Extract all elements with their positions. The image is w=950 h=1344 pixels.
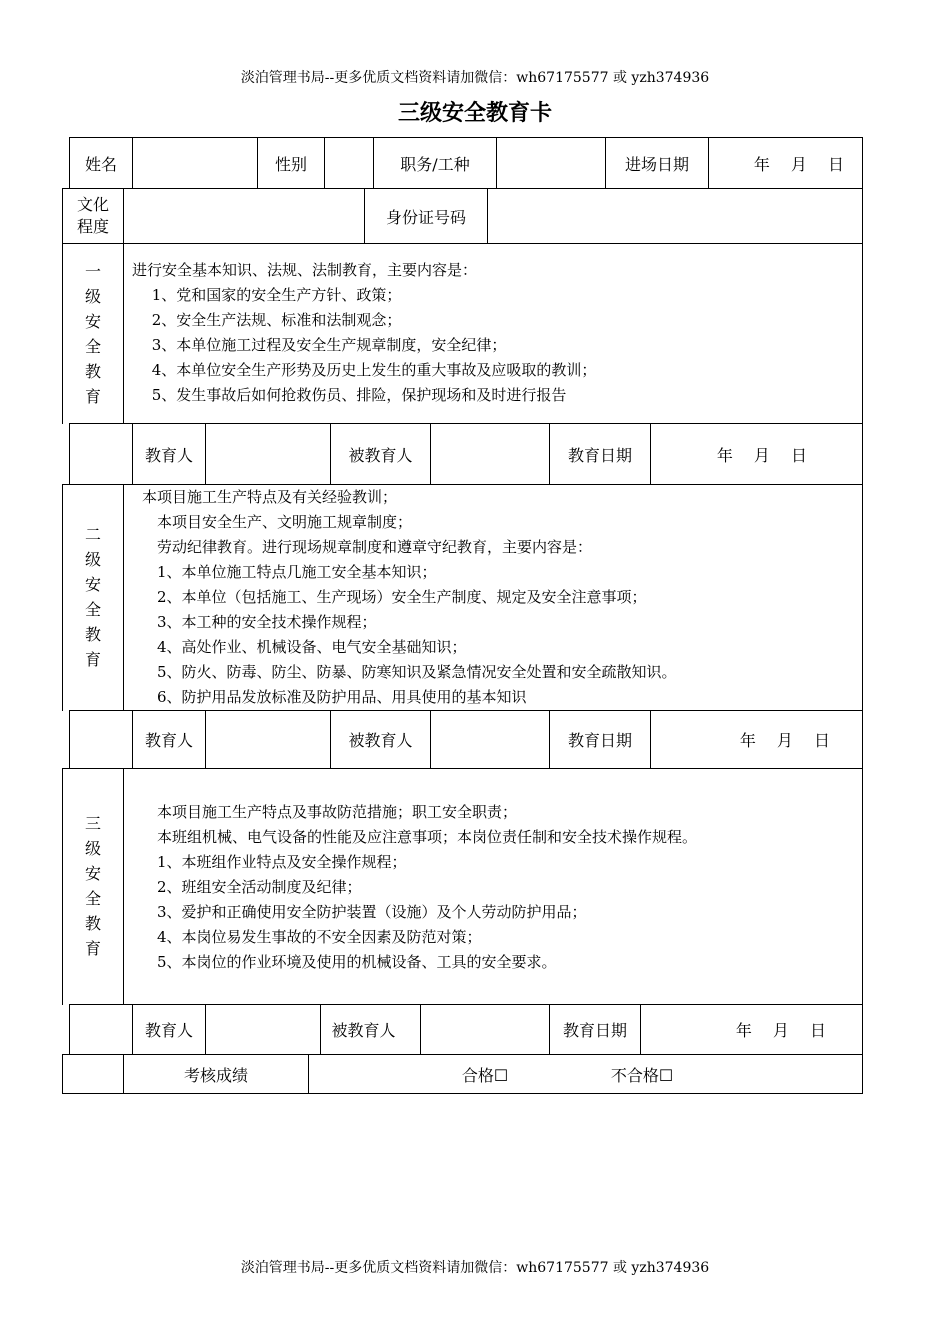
- page-title: 三级安全教育卡: [397, 101, 552, 126]
- educatee-label-1: 被教育人: [348, 445, 413, 465]
- level3-label: 三 级 安 全 教 育: [84, 814, 101, 958]
- education-date-label-3: 教育日期: [562, 1021, 627, 1040]
- education-date-field-2[interactable]: 年 月 日: [739, 731, 830, 750]
- education-date-field-3[interactable]: 年 月 日: [735, 1021, 826, 1040]
- id-number-field[interactable]: [488, 189, 862, 243]
- level2-label: 二 级 安 全 教 育: [84, 525, 101, 669]
- educatee-field-1[interactable]: [431, 424, 549, 484]
- name-field[interactable]: [133, 138, 257, 188]
- pass-checkbox[interactable]: 合格☐: [461, 1065, 509, 1085]
- educator-field-3[interactable]: [206, 1005, 320, 1054]
- job-label: 职务/工种: [400, 154, 470, 174]
- level3-content: 本项目施工生产特点及事故防范措施；职工安全职责； 本班组机械、电气设备的性能及应注意事项；本岗位责任制和安全技术操作规程。 1、本班组作业特点及安全操作规程； 2、班组安全活动制度及纪律； 3、爱护和正确使用安全防护装置（设施）及个人劳动防护用品； 4、本岗位易发生事故的不安全因素及防范对策； 5、本岗位的作业环境及使用的机械设备、工具的安全要求。: [142, 803, 698, 971]
- level1-label: 一 级 安 全 教 育: [84, 262, 101, 406]
- educator-field-1[interactable]: [206, 424, 330, 484]
- entry-date-label: 进场日期: [624, 154, 689, 174]
- name-label: 姓名: [84, 154, 117, 174]
- level1-content: 进行安全基本知识、法规、法制教育，主要内容是： 1、党和国家的安全生产方针、政策； 2、安全生产法规、标准和法制观念； 3、本单位施工过程及安全生产规章制度，安全纪律； 4、本单位安全生产形势及历史上发生的重大事故及应吸取的教训； 5、发生事故后如何抢救伤员、排险，保护现场和及时进行报告: [132, 261, 597, 404]
- gender-field[interactable]: [325, 138, 373, 188]
- assessment-label: 考核成绩: [183, 1065, 248, 1085]
- job-field[interactable]: [497, 138, 605, 188]
- fail-checkbox[interactable]: 不合格☐: [610, 1065, 674, 1085]
- educator-label-3: 教育人: [144, 1021, 193, 1040]
- footer-note: 淡泊管理书局--更多优质文档资料请加微信：wh67175577 或 yzh374936: [240, 1260, 710, 1276]
- education-date-field-1[interactable]: 年 月 日: [716, 445, 807, 465]
- header-note: 淡泊管理书局--更多优质文档资料请加微信：wh67175577 或 yzh374936: [240, 70, 710, 86]
- gender-label: 性别: [274, 154, 307, 174]
- level2-content: 本项目施工生产特点及有关经验教训； 本项目安全生产、文明施工规章制度； 劳动纪律教育。进行现场规章制度和遵章守纪教育，主要内容是： 1、本单位施工特点几施工安全基本知识； 2、本单位（包括施工、生产现场）安全生产制度、规定及安全注意事项； 3、本工种的安全技术操作规程； 4、高处作业、机械设备、电气安全基础知识； 5、防火、防毒、防尘、防暴、防寒知识及紧急情况安全处置和安全疏散知识。 6、防护用品发放标准及防护用品、用具使用的基本知识: [142, 488, 677, 706]
- education-date-label-1: 教育日期: [567, 445, 632, 465]
- educatee-field-2[interactable]: [431, 711, 549, 768]
- education-date-label-2: 教育日期: [567, 731, 632, 750]
- educator-label-2: 教育人: [144, 731, 193, 750]
- educatee-label-3: 被教育人: [331, 1021, 396, 1040]
- educatee-label-2: 被教育人: [348, 731, 413, 750]
- educator-label-1: 教育人: [144, 445, 193, 465]
- education-level-field[interactable]: [124, 189, 364, 243]
- entry-date-field[interactable]: 年 月 日: [753, 154, 844, 174]
- educator-field-2[interactable]: [206, 711, 330, 768]
- id-number-label: 身份证号码: [385, 207, 466, 227]
- educatee-field-3[interactable]: [421, 1005, 549, 1054]
- education-level-label: 文化程度: [76, 195, 109, 236]
